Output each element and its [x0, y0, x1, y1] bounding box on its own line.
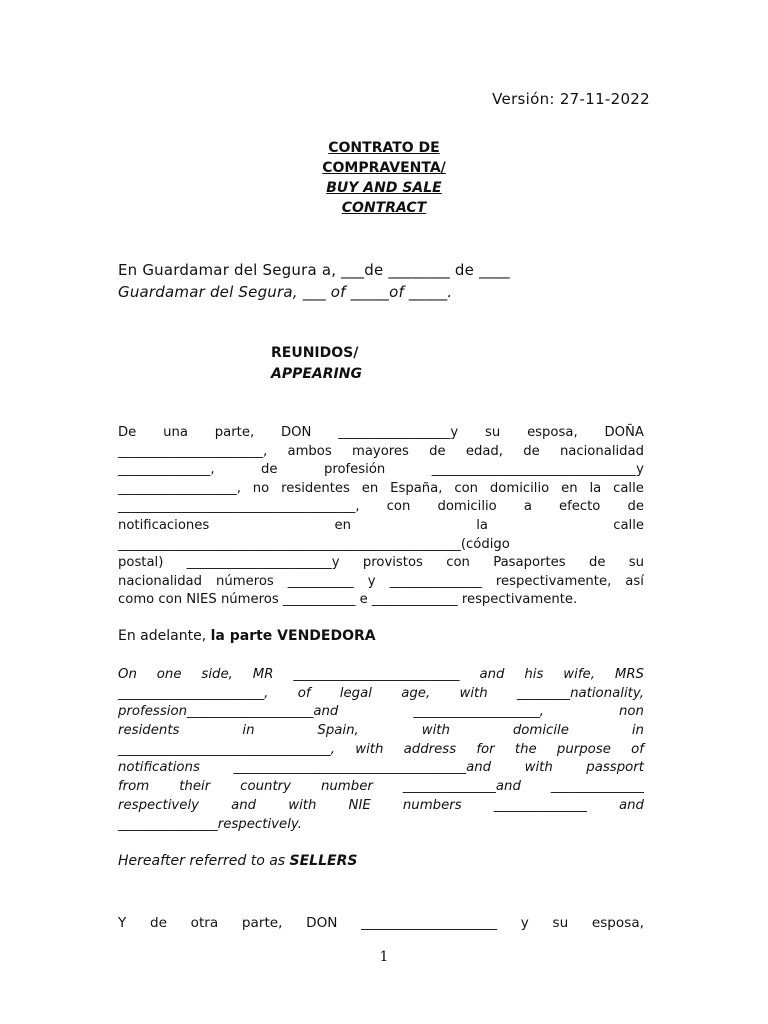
paragraph-word: ______________________,: [118, 443, 268, 459]
paragraph-word: de: [149, 915, 167, 931]
paragraph-word: la: [589, 480, 602, 496]
paragraph-word: en: [334, 517, 351, 533]
paragraph-line: [118, 480, 644, 499]
place-date-es: En Guardamar del Segura a, ___de ________ de ____: [118, 261, 510, 279]
paragraph-word: una: [163, 425, 188, 440]
paragraph-word: respectivamente,: [495, 573, 612, 589]
paragraph-word: ______________and: [402, 779, 521, 795]
paragraph-word: __________: [287, 573, 354, 589]
paragraph-line: [118, 517, 644, 536]
paragraph-word: his: [524, 667, 544, 682]
paragraph-word: residents: [118, 723, 180, 739]
paragraph-word: parte,: [214, 425, 255, 440]
paragraph-word: On: [118, 667, 137, 682]
paragraph-word: ____________________________________________________(código: [118, 536, 510, 552]
paragraph-word: ______________,: [118, 462, 215, 478]
paragraph-word: parte,: [241, 915, 283, 931]
paragraph-word: NIE: [348, 797, 371, 813]
paragraph-word: con: [386, 499, 411, 515]
paragraph-line: [118, 914, 644, 933]
paragraph-line: [118, 722, 644, 741]
title-en-line1: BUY AND SALE: [326, 180, 442, 196]
paragraph-word: nacionalidad: [118, 573, 203, 589]
paragraph-word: Y: [118, 915, 127, 931]
appearing-heading-en: APPEARING: [271, 366, 362, 382]
seller-label-en-bold: SELLERS: [289, 853, 358, 869]
paragraph-word: y: [367, 573, 376, 589]
paragraph-word: for: [476, 741, 495, 757]
paragraph-word: with: [355, 741, 384, 757]
paragraph-line: [118, 759, 644, 778]
paragraph-word: respectively: [118, 797, 200, 813]
paragraph-word: numbers: [402, 797, 462, 813]
paragraph-word: from: [118, 779, 150, 795]
paragraph-last-line: _______________respectively.: [118, 816, 302, 832]
paragraph-word: números: [216, 573, 274, 589]
paragraph-line: [118, 498, 644, 517]
paragraph-line: [118, 443, 644, 462]
paragraph-word: _________________________: [293, 667, 460, 682]
paragraph-word: ______________________y: [186, 555, 340, 571]
paragraph-word: ________________________________,: [118, 741, 335, 757]
paragraph-word: side,: [201, 667, 233, 682]
paragraph-word: ___________________________________and: [233, 760, 492, 776]
paragraph-word: De: [118, 425, 137, 440]
paragraph-word: Spain,: [317, 723, 359, 739]
paragraph-word: domicilio: [437, 499, 497, 515]
paragraph-word: __________________,: [118, 480, 241, 496]
place-date-en: Guardamar del Segura, ___ of _____of _____.: [118, 283, 453, 301]
title-es-line1: CONTRATO DE: [328, 140, 440, 156]
paragraph-word: la: [476, 517, 488, 533]
paragraph-word: ________nationality,: [516, 685, 644, 701]
paragraph-word: ______________: [389, 573, 482, 589]
paragraph-word: calle: [613, 517, 644, 533]
paragraph-line: [118, 703, 644, 722]
paragraph-word: en: [561, 480, 578, 496]
paragraph-word: nacionalidad: [559, 443, 644, 459]
seller-label-es: [118, 628, 376, 644]
paragraph-word: and: [618, 797, 644, 813]
paragraph-line: [118, 424, 644, 443]
paragraph-word: de: [588, 555, 606, 571]
paragraph-line: [118, 778, 644, 797]
paragraph-word: in: [631, 723, 644, 739]
paragraph-word: DON: [306, 915, 338, 931]
seller-label-es-bold: la parte VENDEDORA: [210, 628, 376, 644]
paragraph-word: DOÑA: [604, 425, 644, 440]
buyer-paragraph-es: [118, 914, 644, 933]
paragraph-word: a: [523, 499, 532, 515]
appearing-heading-es: REUNIDOS/: [271, 345, 359, 361]
paragraph-word: _________________y: [338, 425, 459, 440]
paragraph-line: [118, 666, 644, 685]
paragraph-word: DON: [280, 425, 312, 440]
paragraph-word: en: [361, 480, 379, 496]
paragraph-word: así: [625, 573, 644, 589]
paragraph-word: su: [484, 425, 501, 440]
paragraph-line: [118, 741, 644, 760]
paragraph-word: ambos: [287, 443, 332, 459]
paragraph-line: [118, 554, 644, 573]
paragraph-word: provistos: [362, 555, 423, 571]
paragraph-word: non: [618, 704, 644, 720]
paragraph-word: with: [459, 685, 488, 701]
seller-label-en: [118, 853, 357, 869]
seller-label-es-prefix: En adelante,: [118, 628, 207, 644]
paragraph-word: con: [446, 555, 470, 571]
paragraph-word: ___________________,: [413, 704, 544, 720]
paragraph-word: purpose: [556, 741, 611, 757]
paragraph-word: edad,: [465, 443, 503, 459]
paragraph-word: notifications: [118, 760, 200, 776]
paragraph-word: de: [627, 499, 644, 515]
paragraph-word: ______________: [493, 797, 587, 813]
paragraph-word: efecto: [559, 499, 601, 515]
paragraph-word: with: [524, 760, 553, 776]
paragraph-word: no: [252, 480, 270, 496]
seller-paragraph-es: [118, 424, 644, 610]
paragraph-word: with: [421, 723, 450, 739]
paragraph-word: passport: [586, 760, 644, 776]
paragraph-word: number: [320, 779, 373, 795]
paragraph-word: country: [240, 779, 291, 795]
paragraph-word: de: [261, 462, 278, 478]
paragraph-line: [118, 461, 644, 480]
paragraph-word: legal: [339, 685, 372, 701]
paragraph-word: España,: [390, 480, 443, 496]
paragraph-word: de: [429, 443, 446, 459]
paragraph-word: ______________________,: [118, 685, 269, 701]
paragraph-word: notificaciones: [118, 517, 210, 533]
paragraph-word: wife,: [563, 667, 595, 682]
paragraph-line: [118, 536, 644, 555]
paragraph-word: of: [297, 685, 311, 701]
paragraph-word: ______________: [550, 779, 644, 795]
paragraph-word: calle: [613, 480, 644, 496]
paragraph-word: su: [628, 555, 644, 571]
paragraph-word: _______________________________y: [431, 462, 644, 478]
paragraph-line: [118, 797, 644, 816]
paragraph-word: one: [156, 667, 182, 682]
appearing-heading: [271, 343, 362, 385]
page-number: 1: [379, 949, 389, 965]
paragraph-word: address: [403, 741, 457, 757]
paragraph-word: domicilio: [489, 480, 550, 496]
version-label: Versión: 27-11-2022: [492, 90, 650, 108]
paragraph-word: y: [520, 915, 529, 931]
paragraph-word: postal): [118, 555, 164, 571]
paragraph-word: domicile: [512, 723, 569, 739]
paragraph-word: residentes: [281, 480, 350, 496]
paragraph-word: esposa,: [527, 425, 578, 440]
paragraph-word: ____________________: [361, 915, 498, 931]
paragraph-word: of: [631, 741, 644, 757]
paragraph-word: con: [454, 480, 479, 496]
paragraph-word: profesión: [323, 462, 386, 478]
paragraph-line: [118, 685, 644, 704]
paragraph-word: profession___________________and: [118, 704, 339, 720]
paragraph-word: de: [523, 443, 540, 459]
paragraph-word: with: [288, 797, 317, 813]
paragraph-word: and: [231, 797, 257, 813]
paragraph-word: and: [479, 667, 505, 682]
paragraph-word: the: [514, 741, 537, 757]
title-es-line2: COMPRAVENTA/: [322, 160, 446, 176]
paragraph-word: otra: [190, 915, 219, 931]
paragraph-word: age,: [401, 685, 431, 701]
seller-label-en-prefix: Hereafter referred to as: [118, 853, 286, 869]
paragraph-line: [118, 573, 644, 592]
paragraph-word: su: [552, 915, 569, 931]
title-en-line2: CONTRACT: [341, 200, 427, 216]
paragraph-word: ____________________________________,: [118, 499, 360, 515]
seller-paragraph-en: [118, 666, 644, 834]
paragraph-word: MRS: [614, 667, 644, 682]
paragraph-word: MR: [252, 667, 274, 682]
paragraph-last-line: como con NIES números ___________ e _____________ respectivamente.: [118, 592, 578, 608]
paragraph-word: in: [242, 723, 255, 739]
paragraph-word: Pasaportes: [493, 555, 566, 571]
contract-title: [0, 138, 768, 218]
paragraph-word: esposa,: [591, 915, 644, 931]
paragraph-word: mayores: [351, 443, 409, 459]
paragraph-word: their: [179, 779, 211, 795]
